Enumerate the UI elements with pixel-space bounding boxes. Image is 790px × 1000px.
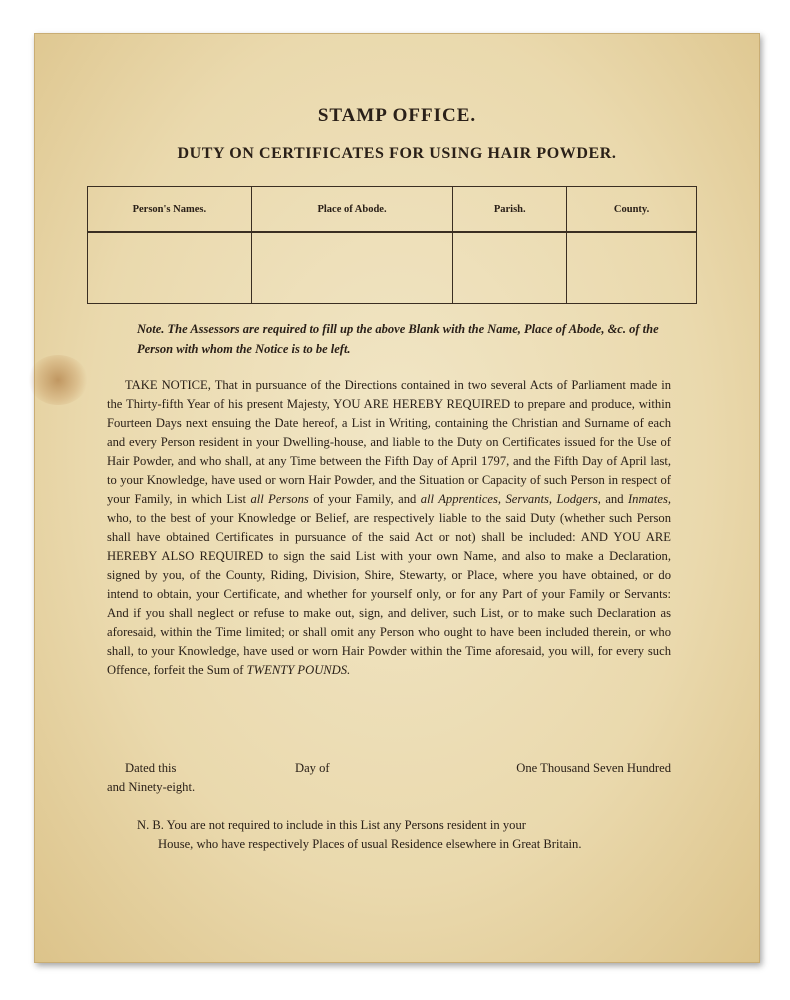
notice-text-2: of your Family, and bbox=[308, 492, 421, 506]
blank-cell-county bbox=[567, 232, 697, 304]
nota-bene bbox=[137, 816, 670, 854]
certificate-table bbox=[87, 186, 697, 304]
year-label-2: and Ninety-eight. bbox=[107, 780, 196, 794]
nota-bene-line-1: N. B. You are not required to include in this List any Persons resident in your bbox=[137, 818, 526, 832]
header-persons-names: Person's Names. bbox=[88, 187, 252, 233]
notice-italic-1: all Persons bbox=[250, 492, 309, 506]
notice-text-3: and bbox=[600, 492, 628, 506]
paper-stain bbox=[28, 355, 88, 405]
header-place-of-abode: Place of Abode. bbox=[251, 187, 453, 233]
year-label-1: One Thousand Seven Hundred bbox=[516, 761, 671, 775]
blank-cell-parish bbox=[453, 232, 567, 304]
table-header-row bbox=[88, 187, 697, 233]
document-title: STAMP OFFICE. bbox=[317, 105, 477, 126]
header-parish: Parish. bbox=[453, 187, 567, 233]
nota-bene-line-2: House, who have respectively Places of usual Residence elsewhere in Great Britain. bbox=[158, 837, 582, 851]
blank-cell-name bbox=[88, 232, 252, 304]
notice-text-1: TAKE NOTICE, That in pursuance of the Directions contained in two several Acts of Parliament made in the Thirty-fifth Year of his present Majesty, YOU ARE HEREBY REQUIRED to prepare and produce, within Fourteen Days next ensuing the Date hereof, a List in Writing, containing the Christian and Surname of each and every Person resident in your Dwelling-house, and liable to the Duty on Certificates issued for the Use of Hair Powder, and who shall, at any Time between the Fifth Day of April 1797, and the Fifth Day of April last, to your Knowledge, have used or worn Hair Powder, and the Situation or Capacity of such Person in respect of your Family, in which List bbox=[107, 378, 671, 506]
dated-this-label: Dated this bbox=[125, 761, 177, 775]
notice-italic-2: all Apprentices, Servants, Lodgers, bbox=[420, 492, 601, 506]
notice-italic-3: Inmates, bbox=[627, 492, 671, 506]
day-of-label: Day of bbox=[295, 761, 330, 775]
notice-italic-penalty: TWENTY POUNDS. bbox=[246, 663, 351, 677]
blank-cell-abode bbox=[251, 232, 453, 304]
notice-text-4: who, to the best of your Knowledge or Belief, are respectively liable to the said Duty (whether such Person shall have obtained Certificates in pursuance of the said Act or not) shall be included: AND YOU ARE HEREBY ALSO REQUIRED to sign the said List with your own Name, and also to make a Declaration, signed by you, of the County, Riding, Division, Shire, Stewarty, or Place, where you have obtained, or do intend to obtain, your Certificate, and whether for yourself only, or for any Part of your Family or Servants: And if you shall neglect or refuse to make out, sign, and deliver, such List, or to make such Declaration as aforesaid, within the Time limited; or shall omit any Person who ought to have been included therein, or who shall, to your Knowledge, have used or worn Hair Powder within the Time aforesaid, you will, for every such Offence, forfeit the Sum of bbox=[107, 511, 671, 677]
table-blank-row bbox=[88, 232, 697, 304]
assessors-note: Note. The Assessors are required to fill up the above Blank with the Name, Place of Abode, &c. of the Person with whom the Notice is to be left. bbox=[137, 322, 659, 356]
document-subtitle: DUTY ON CERTIFICATES FOR USING HAIR POWDER. bbox=[177, 145, 617, 162]
header-county: County. bbox=[567, 187, 697, 233]
notice-paragraph bbox=[107, 376, 671, 680]
document-sheet bbox=[34, 33, 760, 963]
